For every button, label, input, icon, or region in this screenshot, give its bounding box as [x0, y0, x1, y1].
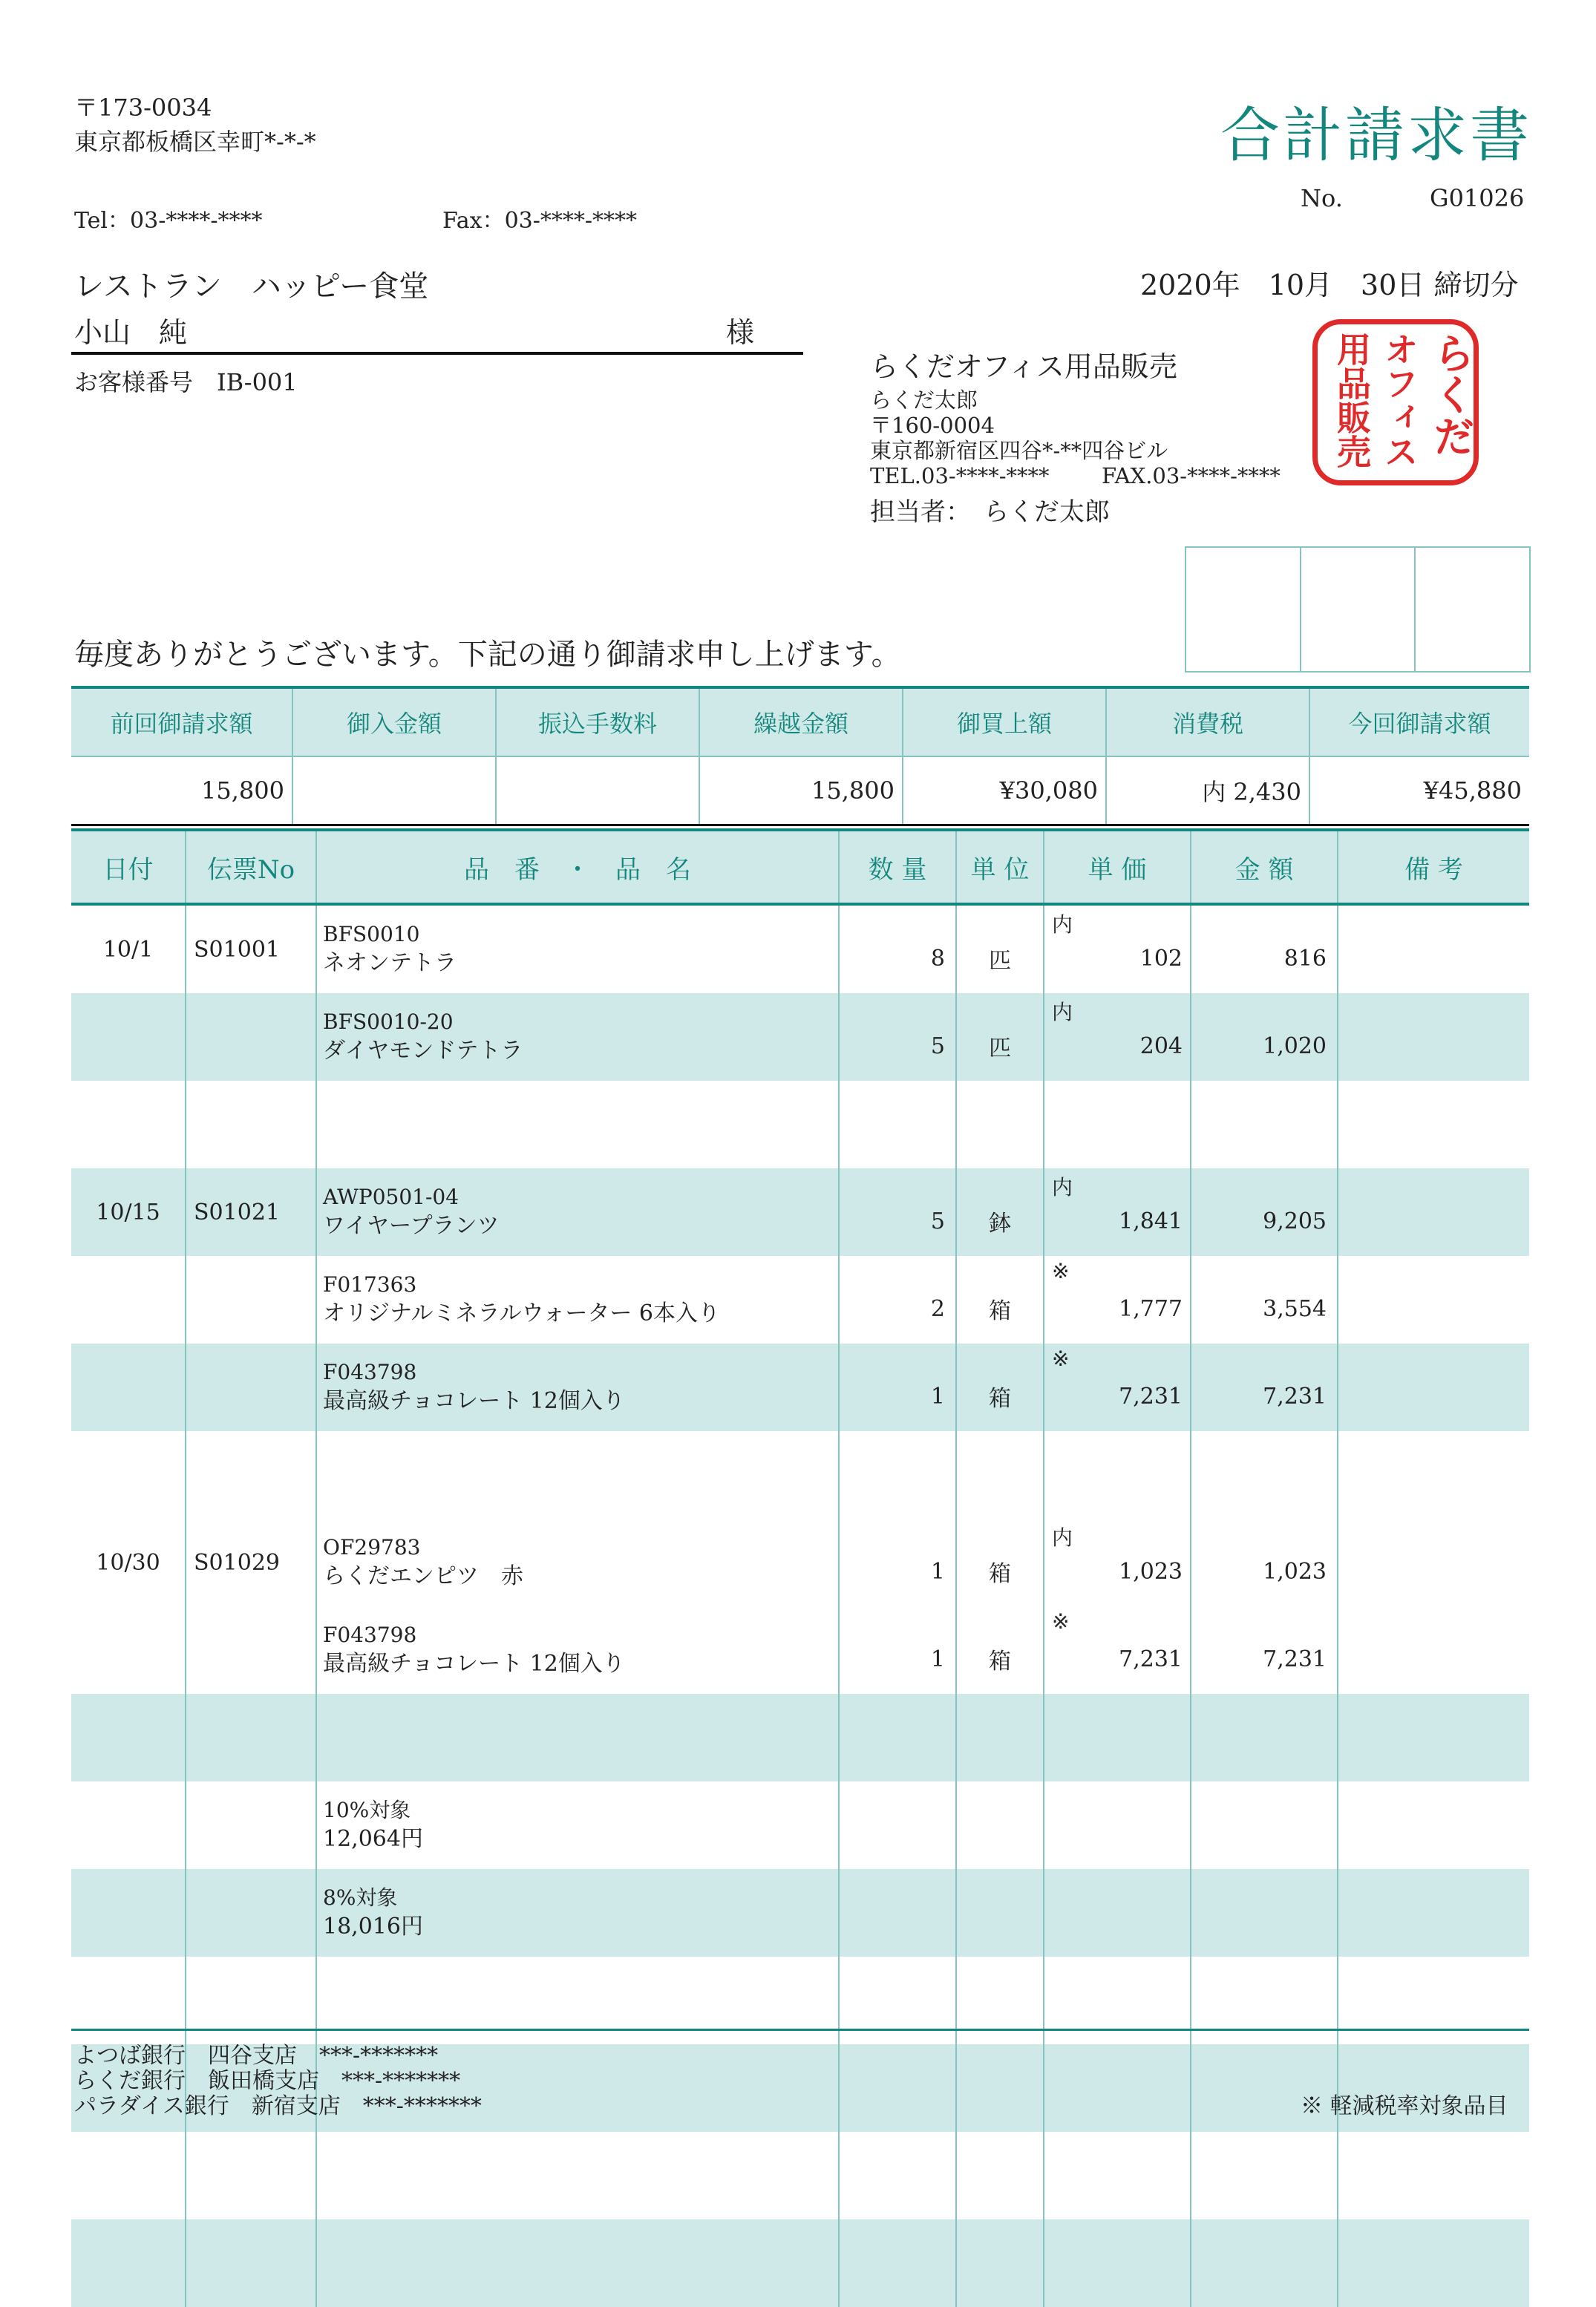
row-unit — [956, 1694, 1044, 1781]
row-remarks — [1338, 1168, 1529, 1256]
document-title: 合計請求書 — [1220, 101, 1532, 170]
row-slip — [186, 1606, 316, 1694]
bank-line-3: パラダイス銀行 新宿支店 ***-******* — [74, 2093, 482, 2119]
row-item-name: 最高級チョコレート 12個入り — [323, 1387, 625, 1414]
row-qty: 2 — [839, 1256, 956, 1344]
summary-header: 振込手数料 — [496, 689, 699, 756]
invoice-number: G01026 — [1430, 184, 1525, 212]
row-qty — [839, 1431, 956, 1519]
detail-header: 単 位 — [956, 831, 1044, 904]
row-date — [71, 1957, 186, 2044]
row-tax-mark: 内 — [1052, 1175, 1073, 1200]
customer-company: レストラン ハッピー食堂 — [74, 269, 429, 304]
row-item-name: ネオンテトラ — [323, 949, 457, 976]
row-unit: 匹 — [956, 993, 1044, 1081]
row-amount: 816 — [1191, 904, 1338, 993]
row-item-code: F043798 — [323, 1623, 417, 1648]
sender-fax: Fax：03-****-**** — [442, 208, 638, 234]
row-item — [316, 1957, 839, 2044]
issuer-rep: らくだ太郎 — [870, 387, 978, 413]
row-date — [71, 1081, 186, 1168]
row-item-name: 最高級チョコレート 12個入り — [323, 1650, 625, 1677]
row-unit-price — [1044, 1168, 1191, 1256]
detail-header: 備 考 — [1338, 831, 1529, 904]
row-unit: 匹 — [956, 904, 1044, 993]
row-item-code: 10%対象 — [323, 1798, 411, 1823]
row-qty: 1 — [839, 1344, 956, 1431]
detail-header: 単 価 — [1044, 831, 1191, 904]
greeting-text: 毎度ありがとうございます。下記の通り御請求申し上げます。 — [74, 638, 901, 672]
row-price: 7,231 — [1119, 1383, 1183, 1410]
row-amount: 7,231 — [1191, 1606, 1338, 1694]
row-item — [316, 1431, 839, 1519]
bank-line-2: らくだ銀行 飯田橋支店 ***-******* — [74, 2068, 461, 2094]
row-qty — [839, 2219, 956, 2307]
sender-postal: 〒173-0034 — [74, 94, 212, 122]
customer-underline — [71, 352, 803, 355]
row-price — [1044, 2079, 1190, 2097]
summary-header: 御買上額 — [903, 689, 1106, 756]
detail-header: 品 番 ・ 品 名 — [316, 831, 839, 904]
row-date — [71, 1869, 186, 1957]
row-tax-mark: ※ — [1052, 1259, 1070, 1283]
row-unit: 箱 — [956, 1256, 1044, 1344]
row-slip — [186, 1081, 316, 1168]
row-remarks — [1338, 1344, 1529, 1431]
row-item-code: F043798 — [323, 1360, 417, 1385]
stamp-col1: らくだ — [1427, 332, 1475, 457]
row-slip — [186, 1256, 316, 1344]
row-remarks — [1338, 1081, 1529, 1168]
row-slip — [186, 1781, 316, 1869]
row-unit — [956, 2044, 1044, 2132]
row-unit — [956, 1081, 1044, 1168]
issuer-contact: 担当者： らくだ太郎 — [870, 497, 1110, 527]
row-amount — [1191, 2132, 1338, 2219]
row-slip — [186, 1869, 316, 1957]
row-unit — [956, 2219, 1044, 2307]
bank-line-1: よつば銀行 四谷支店 ***-******* — [74, 2043, 439, 2069]
table-row — [71, 1606, 1529, 1694]
row-unit-price — [1044, 1694, 1191, 1781]
table-row — [71, 904, 1529, 993]
row-qty: 5 — [839, 1168, 956, 1256]
summary-table — [71, 689, 1529, 826]
row-tax-mark: 内 — [1052, 1525, 1073, 1550]
company-seal-stamp — [1312, 319, 1479, 485]
row-amount — [1191, 1957, 1338, 2044]
summary-value-tax: 内 2,430 — [1106, 756, 1309, 825]
row-tax-mark: ※ — [1052, 1346, 1070, 1371]
summary-value-total: ¥45,880 — [1309, 756, 1529, 825]
summary-value-carryover: 15,800 — [699, 756, 903, 825]
issuer-tel: TEL.03-****-**** — [870, 463, 1050, 488]
approval-box-1[interactable] — [1186, 548, 1301, 671]
table-row — [71, 1694, 1529, 1781]
row-price — [1044, 1904, 1190, 1922]
row-qty: 5 — [839, 993, 956, 1081]
row-item-code: 8%対象 — [323, 1885, 398, 1911]
row-remarks — [1338, 2132, 1529, 2219]
summary-header: 前回御請求額 — [71, 689, 292, 756]
approval-box-3[interactable] — [1416, 548, 1529, 671]
row-qty — [839, 1781, 956, 1869]
row-item-code: OF29783 — [323, 1535, 421, 1560]
row-price — [1044, 1992, 1190, 2009]
row-slip — [186, 2219, 316, 2307]
row-item — [316, 1081, 839, 1168]
row-unit: 箱 — [956, 1519, 1044, 1606]
row-tax-mark: 内 — [1052, 912, 1073, 937]
row-qty — [839, 1869, 956, 1957]
sender-tel: Tel：03-****-**** — [74, 208, 263, 234]
row-slip: S01001 — [186, 904, 316, 993]
row-item — [316, 1781, 839, 1869]
row-amount — [1191, 1431, 1338, 1519]
row-date — [71, 2132, 186, 2219]
number-label: No. — [1301, 184, 1343, 212]
row-item — [316, 904, 839, 993]
row-item — [316, 1869, 839, 1957]
row-item-name: ワイヤープランツ — [323, 1212, 500, 1239]
row-remarks — [1338, 1519, 1529, 1606]
row-qty — [839, 1081, 956, 1168]
issuer-name: らくだオフィス用品販売 — [870, 350, 1177, 383]
table-row — [71, 1781, 1529, 1869]
row-unit-price — [1044, 1344, 1191, 1431]
row-date: 10/15 — [71, 1168, 186, 1256]
customer-honorific: 様 — [726, 316, 755, 349]
row-item — [316, 1694, 839, 1781]
summary-value-fee — [496, 756, 699, 825]
row-date: 10/1 — [102, 936, 154, 963]
row-item-code: AWP0501-04 — [323, 1185, 459, 1210]
table-row — [71, 1869, 1529, 1957]
row-unit-price — [1044, 993, 1191, 1081]
row-qty — [839, 2132, 956, 2219]
customer-number: お客様番号 IB-001 — [74, 368, 298, 396]
row-unit-price — [1044, 1781, 1191, 1869]
row-item — [316, 2132, 839, 2219]
detail-bottom-rule — [71, 2029, 1529, 2031]
closing-date: 2020年 10月 30日 締切分 — [1140, 269, 1519, 301]
issuer-address: 東京都新宿区四谷*-**四谷ビル — [870, 438, 1168, 463]
row-item-code: BFS0010 — [323, 922, 420, 947]
summary-value-purchase: ¥30,080 — [903, 756, 1106, 825]
row-item-name: 18,016円 — [323, 1913, 423, 1940]
reduced-tax-footnote: ※ 軽減税率対象品目 — [1301, 2093, 1508, 2119]
row-unit — [956, 1869, 1044, 1957]
row-price: 1,841 — [1119, 1208, 1183, 1234]
table-row — [71, 2132, 1529, 2219]
row-unit — [956, 2132, 1044, 2219]
row-price — [1044, 1816, 1190, 1834]
row-amount: 9,205 — [1191, 1168, 1338, 1256]
table-row — [71, 1256, 1529, 1344]
row-unit-price — [1044, 2044, 1191, 2132]
row-price — [1044, 1466, 1190, 1484]
row-amount: 1,020 — [1191, 993, 1338, 1081]
stamp-col2: オフィス — [1379, 332, 1419, 468]
detail-header: 金 額 — [1191, 831, 1338, 904]
detail-header: 数 量 — [839, 831, 956, 904]
row-date — [71, 993, 186, 1081]
row-item — [316, 1168, 839, 1256]
table-row — [71, 993, 1529, 1081]
row-price: 7,231 — [1119, 1646, 1183, 1672]
row-unit-price — [1044, 1519, 1191, 1606]
row-slip — [186, 1694, 316, 1781]
row-amount: 1,023 — [1191, 1519, 1338, 1606]
row-remarks — [1338, 1957, 1529, 2044]
row-amount — [1191, 2219, 1338, 2307]
row-unit — [956, 1431, 1044, 1519]
row-qty — [839, 1694, 956, 1781]
approval-boxes — [1185, 546, 1531, 673]
table-row — [71, 1519, 1529, 1606]
summary-value-payment — [292, 756, 496, 825]
row-slip: S01021 — [186, 1168, 316, 1256]
issuer-fax: FAX.03-****-**** — [1102, 463, 1281, 488]
row-item — [316, 1344, 839, 1431]
row-price — [1044, 1116, 1190, 1133]
row-remarks — [1338, 993, 1529, 1081]
row-item-code: BFS0010-20 — [323, 1009, 454, 1035]
row-qty: 8 — [839, 904, 956, 993]
summary-header: 御入金額 — [292, 689, 496, 756]
row-price: 102 — [1139, 945, 1183, 972]
row-amount — [1191, 1081, 1338, 1168]
row-price: 1,023 — [1119, 1558, 1183, 1585]
row-item — [316, 2219, 839, 2307]
row-date — [71, 1344, 186, 1431]
row-unit: 箱 — [956, 1344, 1044, 1431]
row-date — [71, 1694, 186, 1781]
row-item-code: F017363 — [323, 1272, 417, 1298]
row-item-name: オリジナルミネラルウォーター 6本入り — [323, 1300, 721, 1326]
row-date — [71, 1781, 186, 1869]
detail-header: 伝票No — [186, 831, 316, 904]
table-row — [71, 1081, 1529, 1168]
row-unit-price — [1044, 1431, 1191, 1519]
row-date — [71, 1606, 186, 1694]
row-amount — [1191, 1694, 1338, 1781]
row-slip — [186, 1431, 316, 1519]
row-item-name: ダイヤモンドテトラ — [323, 1037, 523, 1064]
detail-header: 日付 — [71, 831, 186, 904]
row-slip — [186, 1957, 316, 2044]
row-date — [71, 1256, 186, 1344]
row-slip — [186, 993, 316, 1081]
customer-person: 小山 純 — [74, 316, 188, 349]
row-tax-mark: ※ — [1052, 1609, 1070, 1634]
row-qty: 1 — [839, 1519, 956, 1606]
row-slip: S01029 — [186, 1519, 316, 1606]
row-item — [316, 1256, 839, 1344]
approval-box-2[interactable] — [1301, 548, 1416, 671]
table-row — [71, 1344, 1529, 1431]
row-amount — [1191, 1869, 1338, 1957]
row-unit — [956, 1781, 1044, 1869]
row-qty: 1 — [839, 1606, 956, 1694]
summary-header: 繰越金額 — [699, 689, 903, 756]
row-unit — [956, 1957, 1044, 2044]
row-remarks — [1338, 1781, 1529, 1869]
row-remarks — [1338, 1694, 1529, 1781]
row-unit-price — [1044, 1256, 1191, 1344]
row-amount — [1191, 1781, 1338, 1869]
table-row — [71, 1168, 1529, 1256]
row-item-name: 12,064円 — [323, 1825, 423, 1852]
table-row — [71, 1957, 1529, 2044]
row-price — [1044, 1729, 1190, 1747]
row-qty — [839, 2044, 956, 2132]
row-price — [1044, 2167, 1190, 2185]
row-date: 10/30 — [96, 1549, 160, 1576]
row-unit-price — [1044, 1081, 1191, 1168]
row-price — [1044, 2254, 1190, 2272]
summary-value-previous: 15,800 — [201, 776, 284, 805]
row-remarks — [1338, 1431, 1529, 1519]
row-unit-price — [1044, 2219, 1191, 2307]
row-remarks — [1338, 2219, 1529, 2307]
row-item — [316, 993, 839, 1081]
row-date — [71, 2219, 186, 2307]
row-remarks — [1338, 1256, 1529, 1344]
row-slip — [186, 2132, 316, 2219]
row-price: 1,777 — [1119, 1295, 1183, 1322]
row-slip — [186, 1344, 316, 1431]
row-price: 204 — [1139, 1033, 1183, 1059]
table-row — [71, 2219, 1529, 2307]
row-item — [316, 1519, 839, 1606]
issuer-postal: 〒160-0004 — [870, 413, 995, 438]
row-remarks — [1338, 1606, 1529, 1694]
row-item — [316, 1606, 839, 1694]
row-unit-price — [1044, 2132, 1191, 2219]
row-unit-price — [1044, 1869, 1191, 1957]
sender-address: 東京都板橋区幸町*-*-* — [74, 128, 316, 156]
row-item-name: らくだエンピツ 赤 — [323, 1562, 523, 1589]
summary-header: 今回御請求額 — [1309, 689, 1529, 756]
row-remarks — [1338, 1869, 1529, 1957]
row-unit-price — [1044, 904, 1191, 993]
row-amount: 3,554 — [1191, 1256, 1338, 1344]
row-unit: 箱 — [956, 1606, 1044, 1694]
summary-header: 消費税 — [1106, 689, 1309, 756]
row-date — [71, 1431, 186, 1519]
row-unit-price — [1044, 1606, 1191, 1694]
row-remarks — [1338, 904, 1529, 993]
row-unit-price — [1044, 1957, 1191, 2044]
table-row — [71, 1431, 1529, 1519]
row-amount: 7,231 — [1191, 1344, 1338, 1431]
row-tax-mark: 内 — [1052, 1000, 1073, 1024]
row-qty — [839, 1957, 956, 2044]
row-unit: 鉢 — [956, 1168, 1044, 1256]
stamp-col3: 用品販売 — [1332, 332, 1372, 468]
